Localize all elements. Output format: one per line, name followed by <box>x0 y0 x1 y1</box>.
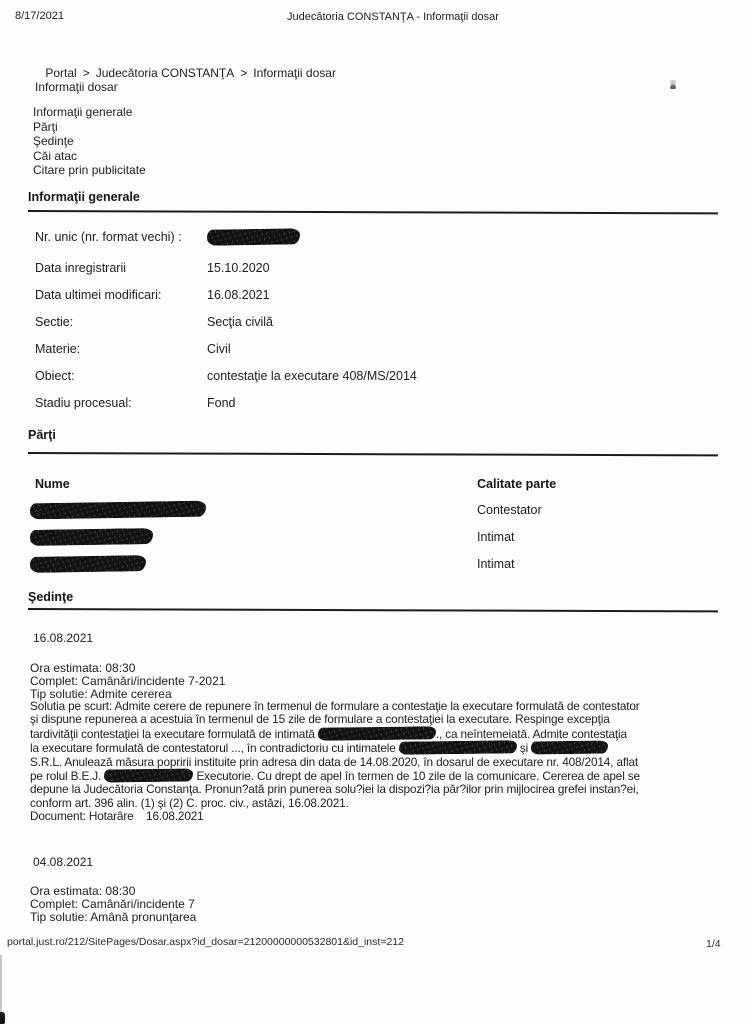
solution-line <box>30 727 740 741</box>
redacted-text <box>399 740 517 754</box>
scan-corner-mark <box>0 1012 5 1024</box>
section-heading-sedinte: Şedinţe <box>28 590 74 604</box>
section-heading-parti: Părţi <box>28 428 56 442</box>
session-tip: Tip solutie: Amână pronunţarea <box>30 910 197 924</box>
redacted-case-number <box>207 228 300 245</box>
redacted-party-name <box>30 555 146 573</box>
breadcrumb-separator: > <box>240 66 248 80</box>
field-label: Data inregistrarii <box>35 261 127 275</box>
field-value: contestaţie la executare 408/MS/2014 <box>207 369 417 383</box>
session-complet: Complet: Camânări/incidente 7 <box>30 897 195 911</box>
session-tip: Tip solutie: Admite cererea <box>30 687 172 701</box>
redacted-text <box>531 741 608 755</box>
field-value: Secţia civilă <box>207 315 273 329</box>
redacted-text <box>318 726 436 740</box>
party-role: Intimat <box>477 557 515 571</box>
session-ora: Ora estimata: 08:30 <box>30 884 136 898</box>
nav-item-informatii-generale: Informaţii generale <box>33 105 133 119</box>
solution-line: S.R.L. Anulează măsura popririi instituite prin adresa din data de 14.08.2020, în dosarul de executare nr. 408/2014, aflat <box>30 754 638 769</box>
field-label: Sectie: <box>35 315 74 329</box>
section-heading-general: Informaţii generale <box>28 190 140 204</box>
nav-item-citare: Citare prin publicitate <box>33 163 146 178</box>
breadcrumb-item-court: Judecătoria CONSTANŢA <box>95 66 235 80</box>
solution-line: depune la Judecătoria Constanţa. Pronun?ată prin punerea solu?iei la dispozi?ia păr?ilor prin mijlocirea grefei instan?ei, <box>30 782 639 797</box>
scan-speck <box>669 80 677 89</box>
field-label: Obiect: <box>35 369 75 383</box>
solution-text: Executorie. Cu drept de apel în termen de 10 zile de la comunicare. Cererea de apel se <box>193 769 640 784</box>
session-ora: Ora estimata: 08:30 <box>30 661 136 675</box>
redacted-party-name <box>30 501 206 520</box>
field-label: Data ultimei modificari: <box>35 288 162 302</box>
solution-line <box>30 741 740 755</box>
redacted-party-name <box>30 528 153 546</box>
field-value: Civil <box>207 342 231 356</box>
field-label: Materie: <box>35 342 81 356</box>
solution-line <box>30 769 740 783</box>
solution-line: conform art. 396 alin. (1) şi (2) C. proc. civ., astăzi, 16.08.2021. <box>30 795 349 810</box>
session-document: Document: Hotarâre 16.08.2021 <box>30 809 204 824</box>
field-label: Nr. unic (nr. format vechi) : <box>35 230 182 244</box>
breadcrumb-item-portal: Portal <box>45 66 77 80</box>
solution-text: şi <box>516 741 532 756</box>
nav-item-cai-atac: Căi atac <box>33 148 78 163</box>
section-rule <box>28 210 718 214</box>
party-role: Contestator <box>477 503 542 517</box>
section-rule <box>28 608 718 612</box>
nav-item-parti: Părţi <box>33 119 58 134</box>
solution-text: tardivităţii contestaţiei la executare formulată de intimată <box>30 726 318 741</box>
solution-text: ., ca neîntemeiată. Admite contestaţia <box>435 726 627 741</box>
session-complet: Complet: Camânări/incidente 7-2021 <box>30 674 226 688</box>
nav-menu <box>33 105 146 178</box>
solution-text: la executare formulată de contestatorul ..., în contradictoriu cu intimatele <box>30 741 399 756</box>
solution-line: Solutia pe scurt: Admite cerere de repunere în termenul de formulare a contestaţie la executare formulată de contestator <box>30 699 640 713</box>
column-header-nume: Nume <box>35 477 70 491</box>
field-value: Fond <box>207 396 236 410</box>
nav-item-sedinte: Şedinţe <box>33 134 74 149</box>
column-header-calitate: Calitate parte <box>477 477 557 491</box>
footer-url: portal.just.ro/212/SitePages/Dosar.aspx?id_dosar=21200000000532801&id_inst=212 <box>7 936 404 948</box>
session-date: 04.08.2021 <box>33 855 94 869</box>
section-rule <box>28 452 718 456</box>
solution-line: şi dispune repunerea a acestuia în termenul de 15 zile de formulare a contestaţiei la executare. Respinge excepţia <box>30 712 610 727</box>
party-role: Intimat <box>477 530 515 544</box>
field-value: 16.08.2021 <box>207 288 270 302</box>
field-value: 15.10.2020 <box>207 261 270 275</box>
redacted-text <box>104 768 193 782</box>
print-title: Judecătoria CONSTANŢA - Informaţii dosar <box>287 11 499 23</box>
solution-text: pe rolul B.E.J. <box>30 769 105 784</box>
breadcrumb-separator: > <box>82 66 90 80</box>
breadcrumb-item-dosar: Informaţii dosar <box>253 66 336 80</box>
session-solution <box>30 700 740 824</box>
session-date: 16.08.2021 <box>33 631 94 645</box>
page-title: Informaţii dosar <box>35 80 118 94</box>
field-label: Stadiu procesual: <box>35 396 132 410</box>
print-date: 8/17/2021 <box>15 10 64 22</box>
footer-page-number: 1/4 <box>706 938 721 950</box>
